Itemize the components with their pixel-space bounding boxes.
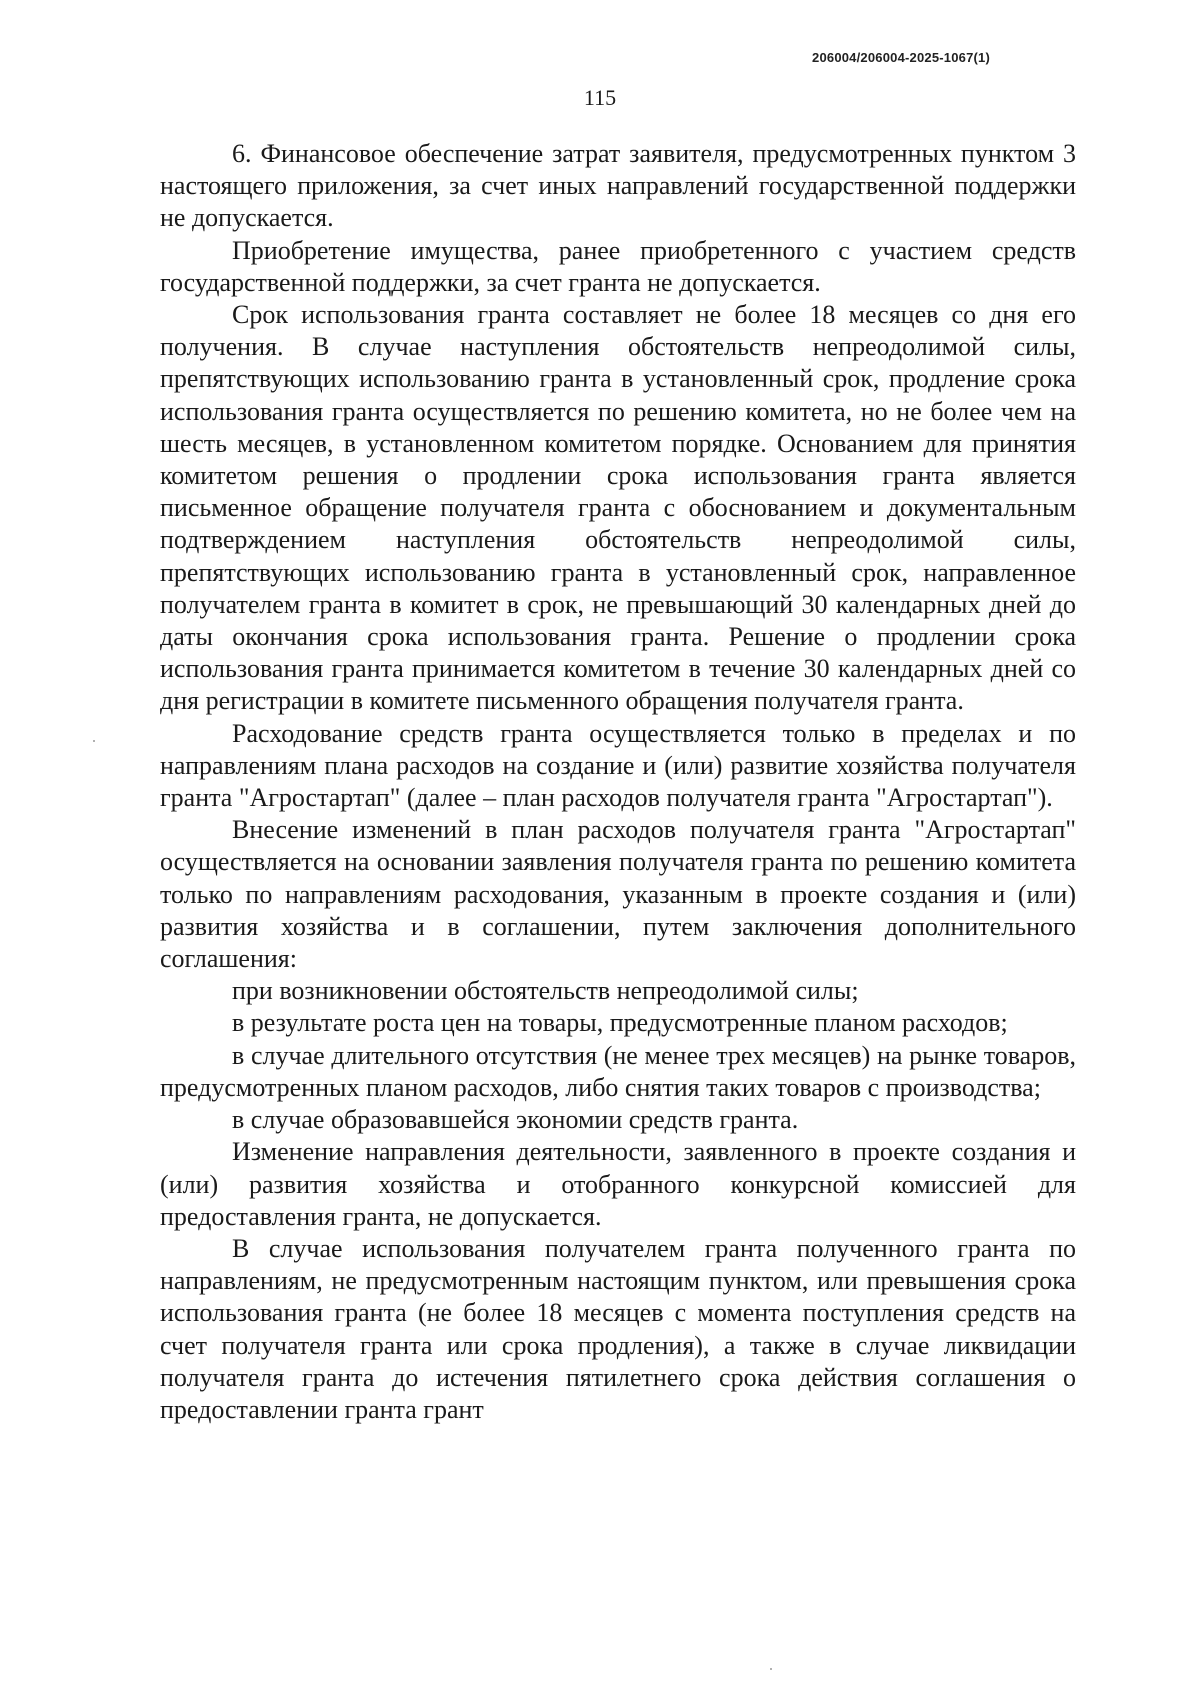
- paragraph: 6. Финансовое обеспечение затрат заявителя, предусмотренных пунктом 3 настоящего приложения, за счет иных направлений государственной поддержки не допускается.: [160, 139, 1076, 233]
- paragraph: в случае образовавшейся экономии средств гранта.: [232, 1105, 799, 1135]
- paragraph: в результате роста цен на товары, предусмотренные планом расходов;: [232, 1008, 1008, 1038]
- scan-speck: [93, 740, 95, 742]
- paragraph: Срок использования гранта составляет не более 18 месяцев со дня его получения. В случае наступления обстоятельств непреодолимой силы, препятствующих использованию гранта в установленный срок, продление срока использования гранта осуществляется по решению комитета, но не более чем на шесть месяцев, в установленном комитетом порядке. Основанием для принятия комитетом решения о продлении срока использования гранта является письменное обращение получателя гранта с обоснованием и документальным подтверждением наступления обстоятельств непреодолимой силы, препятствующих использованию гранта в установленный срок, направленное получателем гранта в комитет в срок, не превышающий 30 календарных дней до даты окончания срока использования гранта. Решение о продлении срока использования гранта принимается комитетом в течение 30 календарных дней со дня регистрации в комитете письменного обращения получателя гранта.: [160, 300, 1076, 716]
- paragraph: при возникновении обстоятельств непреодолимой силы;: [232, 976, 859, 1006]
- paragraph: Приобретение имущества, ранее приобретенного с участием средств государственной поддержки, за счет гранта не допускается.: [160, 235, 1076, 297]
- page-number: 115: [583, 85, 617, 110]
- paragraph: В случае использования получателем гранта полученного гранта по направлениям, не предусмотренным настоящим пунктом, или превышения срока использования гранта (не более 18 месяцев с момента поступления средств на счет получателя гранта или срока продления), а также в случае ликвидации получателя гранта до истечения пятилетнего срока действия соглашения о предоставлении гранта грант: [160, 1233, 1076, 1424]
- paragraph: Расходование средств гранта осуществляется только в пределах и по направлениям плана расходов на создание и (или) развитие хозяйства получателя гранта "Агростартап" (далее – план расходов получателя гранта "Агростартап").: [160, 718, 1076, 813]
- scan-speck: [770, 1668, 772, 1670]
- document-body: [160, 138, 1076, 1426]
- document-id: 206004/206004-2025-1067(1): [812, 50, 990, 65]
- paragraph: в случае длительного отсутствия (не менее трех месяцев) на рынке товаров, предусмотренных планом расходов, либо снятия таких товаров с производства;: [160, 1040, 1076, 1102]
- paragraph: Внесение изменений в план расходов получателя гранта "Агростартап" осуществляется на основании заявления получателя гранта по решению комитета только по направлениям расходования, указанным в проекте создания и (или) развития хозяйства и в соглашении, путем заключения дополнительного соглашения:: [160, 815, 1076, 974]
- paragraph: Изменение направления деятельности, заявленного в проекте создания и (или) развития хозяйства и отобранного конкурсной комиссией для предоставления гранта, не допускается.: [160, 1137, 1076, 1231]
